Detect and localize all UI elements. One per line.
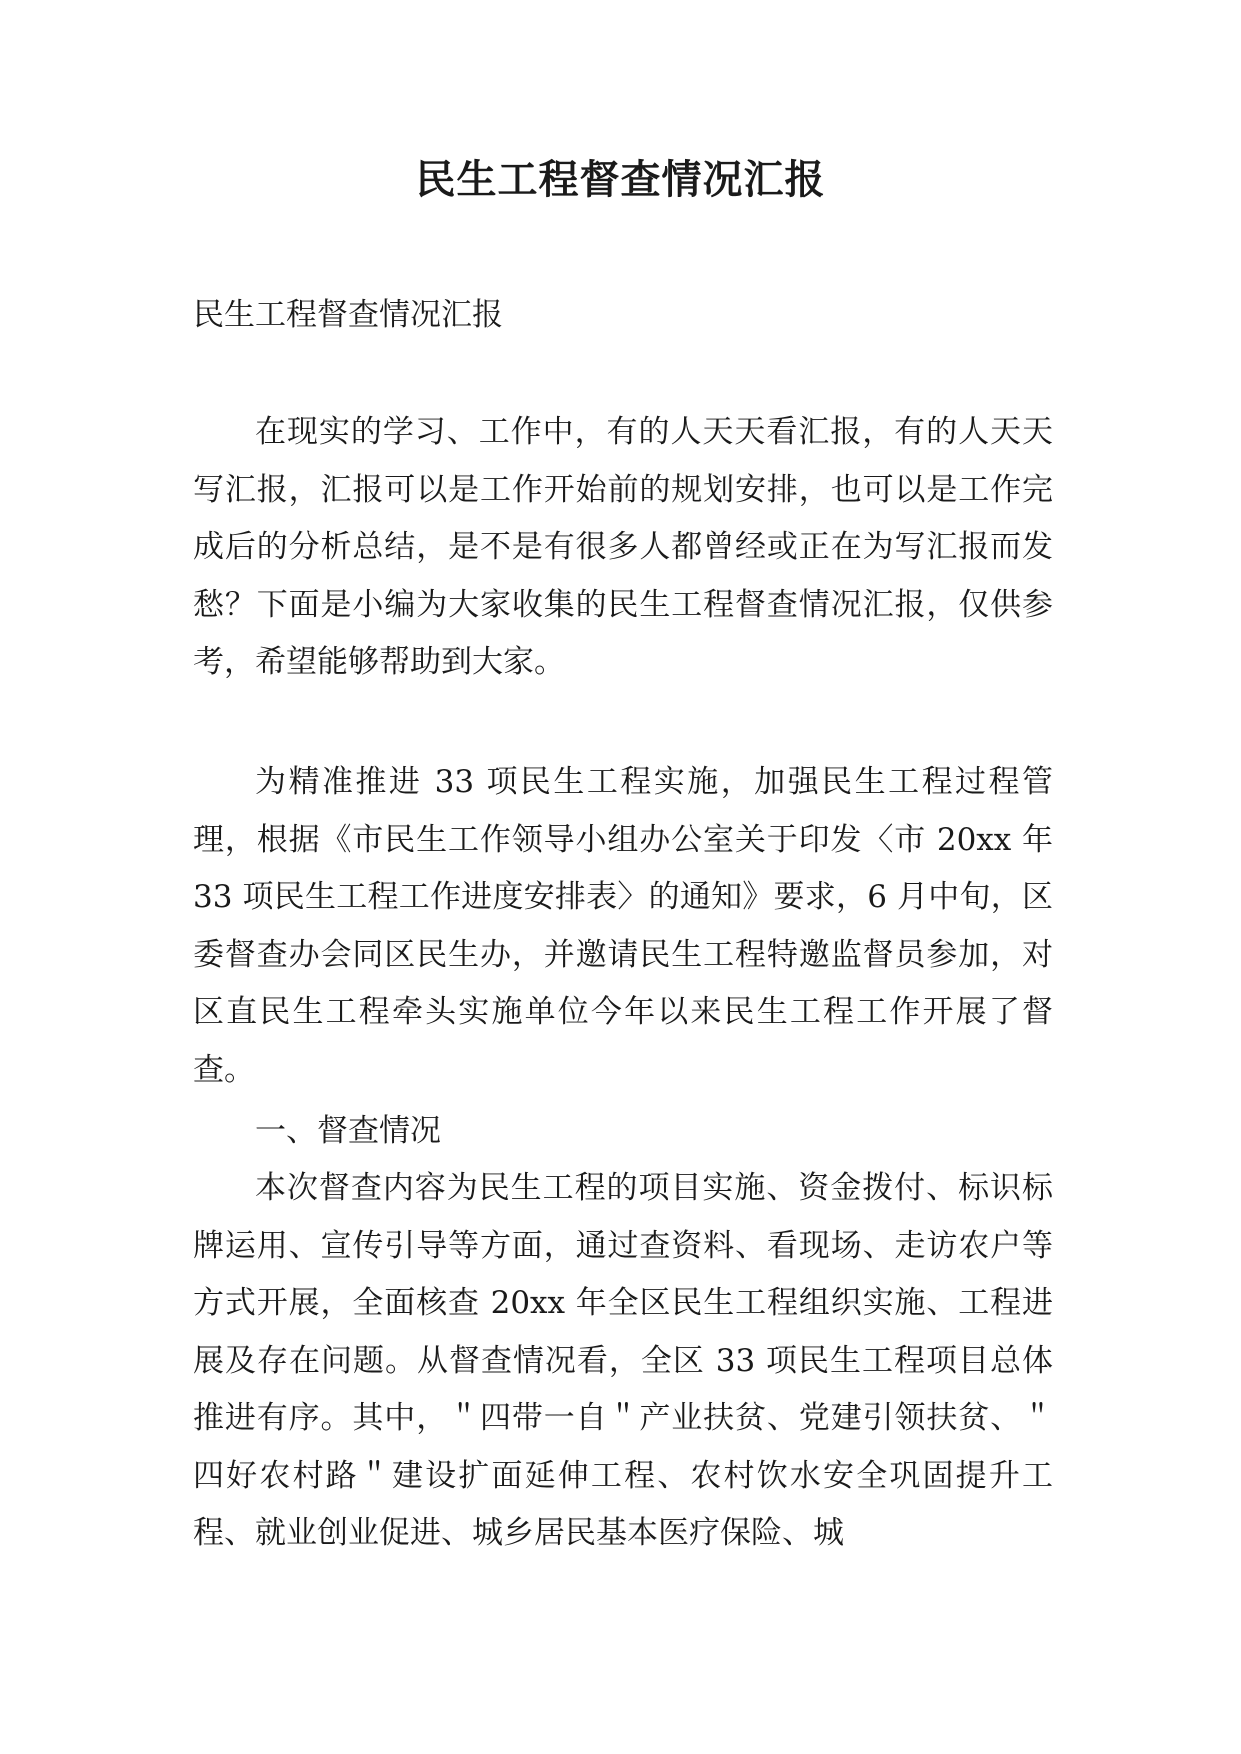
section-heading: 一、督查情况 [255,1113,441,1149]
section-content-paragraph: 本次督查内容为民生工程的项目实施、资金拨付、标识标牌运用、宣传引导等方面，通过查资料、看现场、走访农户等方式开展，全面核查 20xx 年全区民生工程组织实施、工程进展及存在问题。从督查情况看，全区 33 项民生工程项目总体推进有序。其中，＂四带一自＂产业扶贫、党建引领扶贫、＂四好农村路＂建设扩面延伸工程、农村饮水安全巩固提升工程、就业创业促进、城乡居民基本医疗保险、城 [193,1170,1053,1551]
purpose-paragraph: 为精准推进 33 项民生工程实施，加强民生工程过程管理，根据《市民生工作领导小组办公室关于印发〈市 20xx 年 33 项民生工程工作进度安排表〉的通知》要求，6 月中旬，区委督查办会同区民生办，并邀请民生工程特邀监督员参加，对区直民生工程牵头实施单位今年以来民生工程工作开展了督查。 [193,764,1053,1088]
document-subtitle: 民生工程督查情况汇报 [193,297,503,333]
intro-paragraph: 在现实的学习、工作中，有的人天天看汇报，有的人天天写汇报，汇报可以是工作开始前的规划安排，也可以是工作完成后的分析总结，是不是有很多人都曾经或正在为写汇报而发愁？下面是小编为大家收集的民生工程督查情况汇报，仅供参考，希望能够帮助到大家。 [193,414,1053,680]
document-title: 民生工程督查情况汇报 [415,157,826,203]
